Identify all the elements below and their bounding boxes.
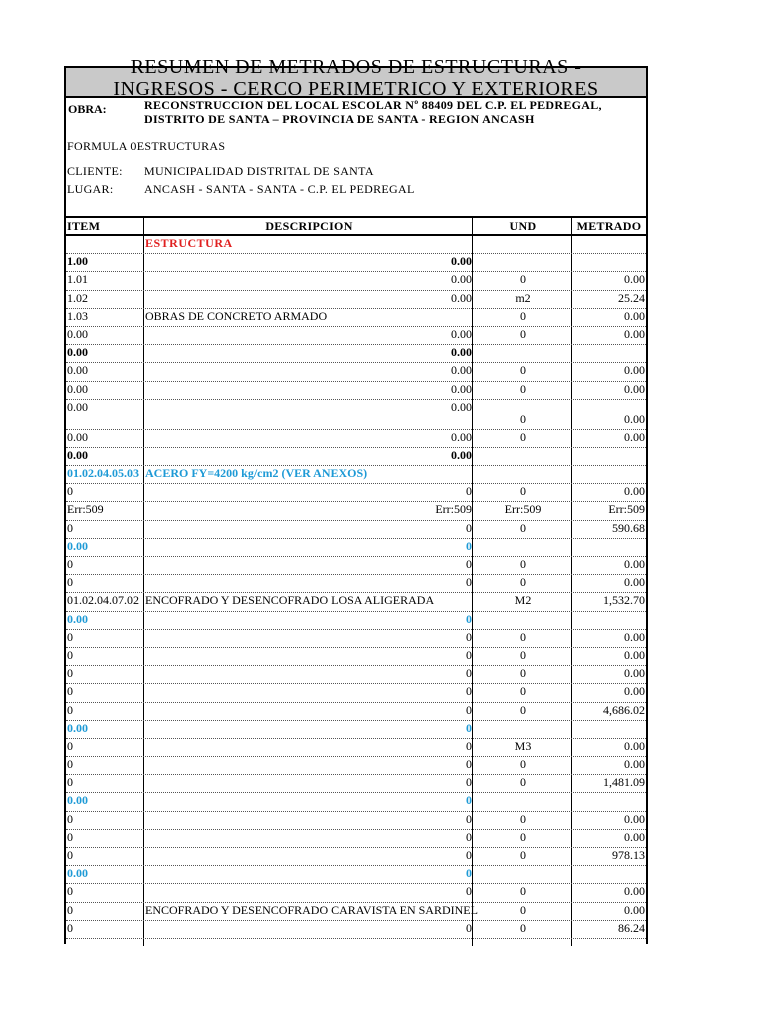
- lugar-label: LUGAR:: [67, 182, 114, 196]
- cell-item: 0.00: [67, 866, 88, 881]
- cell-metrado: 1,481.09: [603, 775, 645, 790]
- cell-descripcion: ACERO FY=4200 kg/cm2 (VER ANEXOS): [145, 466, 368, 481]
- cell-und: 0: [520, 484, 526, 499]
- lugar-value: ANCASH - SANTA - SANTA - C.P. EL PEDREGAL: [144, 182, 415, 196]
- table-row: [66, 557, 646, 575]
- cell-metrado: 0.00: [624, 684, 645, 699]
- cell-metrado: 0.00: [624, 272, 645, 287]
- table-row: [66, 575, 646, 593]
- cell-descripcion-value: 0: [466, 484, 472, 499]
- cell-metrado: 0.00: [624, 326, 645, 341]
- table-row: [66, 866, 646, 884]
- cell-item: 1.00: [67, 254, 88, 269]
- cell-descripcion-value: 0: [466, 684, 472, 699]
- cell-descripcion-value: 0.00: [451, 254, 472, 269]
- table-row: [66, 630, 646, 648]
- cell-descripcion: OBRAS DE CONCRETO ARMADO: [145, 308, 328, 323]
- cell-descripcion-value: 0: [466, 884, 472, 899]
- cell-item: 01.02.04.07.02: [67, 593, 139, 608]
- cell-und: 0: [520, 308, 526, 323]
- cell-item: 0: [67, 575, 73, 590]
- cell-und: 0: [520, 884, 526, 899]
- cell-und: 0: [520, 757, 526, 772]
- cell-metrado: 0.00: [624, 363, 645, 378]
- cell-item: 0: [67, 829, 73, 844]
- cell-metrado: 0.00: [624, 411, 645, 426]
- obra-line-1: RECONSTRUCCION DEL LOCAL ESCOLAR Nº 88409 DEL C.P. EL PEDREGAL,: [144, 98, 602, 112]
- table-row: [66, 793, 646, 811]
- cell-metrado: 4,686.02: [603, 702, 645, 717]
- cell-metrado: 0.00: [624, 666, 645, 681]
- cell-metrado: 0.00: [624, 629, 645, 644]
- table-row: [66, 382, 646, 400]
- cell-und: M2: [514, 593, 532, 608]
- cell-und: Err:509: [504, 502, 542, 517]
- cell-item: 0: [67, 848, 73, 862]
- cell-metrado: 0.00: [624, 308, 645, 323]
- table-row: [66, 648, 646, 666]
- cell-descripcion-value: 0: [466, 575, 472, 590]
- cell-metrado: 0.00: [624, 381, 645, 396]
- header-metrado: METRADO: [576, 219, 642, 233]
- cell-descripcion: ENCOFRADO Y DESENCOFRADO CARAVISTA EN SARDINEL: [145, 902, 478, 917]
- cell-descripcion-value: 0: [466, 811, 472, 826]
- cell-item: 0.00: [67, 538, 88, 553]
- cell-und: 0: [520, 629, 526, 644]
- cell-metrado: 978.13: [612, 848, 645, 862]
- obra-label: OBRA:: [68, 102, 107, 116]
- cell-und: 0: [520, 575, 526, 590]
- cell-item: 0: [67, 902, 73, 917]
- cell-descripcion-value: 0: [466, 520, 472, 535]
- cell-item: 0: [67, 702, 73, 717]
- cell-und: M3: [514, 738, 532, 753]
- table-row: [66, 666, 646, 684]
- spreadsheet-sheet: [64, 56, 648, 944]
- cell-item: 0: [67, 775, 73, 790]
- table-row: [66, 812, 646, 830]
- cell-item: 1.01: [67, 272, 88, 287]
- cell-und: 0: [520, 520, 526, 535]
- cell-und: 0: [520, 684, 526, 699]
- cliente-value: MUNICIPALIDAD DISTRITAL DE SANTA: [144, 164, 374, 178]
- table-row: [66, 921, 646, 939]
- table-header: [66, 216, 646, 236]
- table-body: [66, 236, 646, 939]
- table-row: [66, 466, 646, 484]
- table-row: [66, 400, 646, 430]
- cell-descripcion-value: 0: [466, 666, 472, 681]
- cell-descripcion-value: 0.00: [451, 345, 472, 360]
- cell-und: 0: [520, 775, 526, 790]
- cell-metrado: 590.68: [612, 520, 645, 535]
- cell-descripcion-value: 0: [466, 793, 472, 808]
- cell-descripcion: ENCOFRADO Y DESENCOFRADO LOSA ALIGERADA: [145, 593, 435, 608]
- header-descripcion: DESCRIPCION: [265, 219, 353, 233]
- cell-descripcion-value: 0: [466, 738, 472, 753]
- cell-metrado: 0.00: [624, 902, 645, 917]
- cell-und: 0: [520, 829, 526, 844]
- cell-item: 0.00: [67, 720, 88, 735]
- cell-item: 1.03: [67, 308, 88, 323]
- cell-descripcion-value: 0: [466, 629, 472, 644]
- table-row: [66, 703, 646, 721]
- cell-metrado: 0.00: [624, 647, 645, 662]
- table-row: [66, 272, 646, 290]
- formula-text: FORMULA 0ESTRUCTURAS: [67, 139, 226, 153]
- cell-metrado: 0.00: [624, 575, 645, 590]
- cell-descripcion: ESTRUCTURA: [145, 236, 233, 250]
- table-row: [66, 539, 646, 557]
- cell-item: 0: [67, 557, 73, 571]
- cell-metrado: 25.24: [618, 290, 645, 305]
- cell-und: 0: [520, 848, 526, 862]
- cell-descripcion-value: 0.00: [451, 326, 472, 341]
- cell-item: 1.02: [67, 290, 88, 305]
- cell-item: 0: [67, 647, 73, 662]
- cell-descripcion-value: 0: [466, 538, 472, 553]
- cell-und: m2: [515, 290, 531, 305]
- table-row: [66, 502, 646, 520]
- cell-metrado: 0.00: [624, 557, 645, 571]
- cell-und: 0: [520, 429, 526, 444]
- cell-und: 0: [520, 363, 526, 378]
- cell-und: 0: [520, 702, 526, 717]
- table-row: [66, 612, 646, 630]
- table-row: [66, 309, 646, 327]
- cell-descripcion-value: 0: [466, 557, 472, 571]
- cell-item: 0: [67, 811, 73, 826]
- cliente-label: CLIENTE:: [67, 164, 123, 178]
- cell-item: 0: [67, 757, 73, 772]
- table-row: [66, 830, 646, 848]
- cell-item: 0.00: [67, 381, 88, 396]
- table-row: [66, 345, 646, 363]
- table-row: [66, 903, 646, 921]
- cell-descripcion-value: 0.00: [451, 290, 472, 305]
- table-row: [66, 739, 646, 757]
- cell-descripcion-value: 0: [466, 775, 472, 790]
- cell-descripcion-value: 0: [466, 647, 472, 662]
- cell-descripcion-value: 0: [466, 848, 472, 862]
- table-row: [66, 254, 646, 272]
- cell-und: 0: [520, 811, 526, 826]
- cell-item: 0.00: [67, 429, 88, 444]
- cell-und: 0: [520, 326, 526, 341]
- cell-metrado: 1,532.70: [603, 593, 645, 608]
- cell-descripcion-value: 0: [466, 757, 472, 772]
- cell-descripcion-value: 0: [466, 920, 472, 935]
- cell-item: 0.00: [67, 345, 88, 360]
- table-row: [66, 236, 646, 254]
- cell-item: 01.02.04.05.03: [67, 466, 139, 481]
- cell-descripcion-value: 0.00: [451, 429, 472, 444]
- cell-item: 0: [67, 884, 73, 899]
- title-band: [66, 56, 646, 100]
- cell-item: 0: [67, 666, 73, 681]
- cell-item: 0.00: [67, 793, 88, 808]
- title-line-1: RESUMEN DE METRADOS DE ESTRUCTURAS -: [130, 56, 582, 78]
- cell-metrado: Err:509: [608, 502, 645, 517]
- cell-item: 0.00: [67, 326, 88, 341]
- table-row: [66, 363, 646, 381]
- table-row: [66, 448, 646, 466]
- cell-descripcion-value: 0.00: [451, 363, 472, 378]
- cell-descripcion-value: 0.00: [451, 381, 472, 396]
- cell-descripcion-value: 0.00: [451, 447, 472, 462]
- cell-item: 0: [67, 684, 73, 699]
- table-row: [66, 721, 646, 739]
- cell-metrado: 0.00: [624, 757, 645, 772]
- cell-descripcion-value: 0: [466, 611, 472, 626]
- cell-und: 0: [520, 920, 526, 935]
- cell-und: 0: [520, 557, 526, 571]
- cell-und: 0: [520, 902, 526, 917]
- table-row: [66, 484, 646, 502]
- table-row: [66, 757, 646, 775]
- cell-descripcion-value: Err:509: [435, 502, 472, 517]
- cell-item: 0.00: [67, 447, 88, 462]
- table-row: [66, 593, 646, 611]
- cell-item: 0: [67, 629, 73, 644]
- table-row: [66, 521, 646, 539]
- cell-und: 0: [520, 272, 526, 287]
- cell-item: Err:509: [67, 502, 104, 517]
- header-item: ITEM: [67, 219, 101, 233]
- cell-item: 0.00: [67, 399, 88, 414]
- table-row: [66, 291, 646, 309]
- table-row: [66, 775, 646, 793]
- cell-und: 0: [520, 381, 526, 396]
- cell-item: 0.00: [67, 363, 88, 378]
- cell-item: 0: [67, 484, 73, 499]
- cell-und: 0: [520, 666, 526, 681]
- cell-und: 0: [520, 647, 526, 662]
- table-row: [66, 684, 646, 702]
- cell-item: 0: [67, 738, 73, 753]
- cell-metrado: 0.00: [624, 884, 645, 899]
- table-row: [66, 430, 646, 448]
- cell-descripcion-value: 0.00: [451, 399, 472, 414]
- table-row: [66, 848, 646, 866]
- cell-metrado: 86.24: [618, 920, 645, 935]
- cell-metrado: 0.00: [624, 429, 645, 444]
- table-row: [66, 327, 646, 345]
- cell-descripcion-value: 0: [466, 866, 472, 881]
- cell-und: 0: [520, 411, 526, 426]
- title-line-2: INGRESOS - CERCO PERIMETRICO Y EXTERIORES: [113, 78, 599, 100]
- obra-line-2: DISTRITO DE SANTA – PROVINCIA DE SANTA - REGION ANCASH: [144, 112, 535, 126]
- cell-descripcion-value: 0: [466, 829, 472, 844]
- cell-metrado: 0.00: [624, 484, 645, 499]
- cell-metrado: 0.00: [624, 829, 645, 844]
- cell-metrado: 0.00: [624, 738, 645, 753]
- table-row: [66, 884, 646, 902]
- cell-metrado: 0.00: [624, 811, 645, 826]
- cell-item: 0.00: [67, 611, 88, 626]
- cell-descripcion-value: 0: [466, 720, 472, 735]
- cell-descripcion-value: 0.00: [451, 272, 472, 287]
- header-und: UND: [509, 219, 537, 233]
- cell-item: 0: [67, 920, 73, 935]
- cell-descripcion-value: 0: [466, 702, 472, 717]
- cell-item: 0: [67, 520, 73, 535]
